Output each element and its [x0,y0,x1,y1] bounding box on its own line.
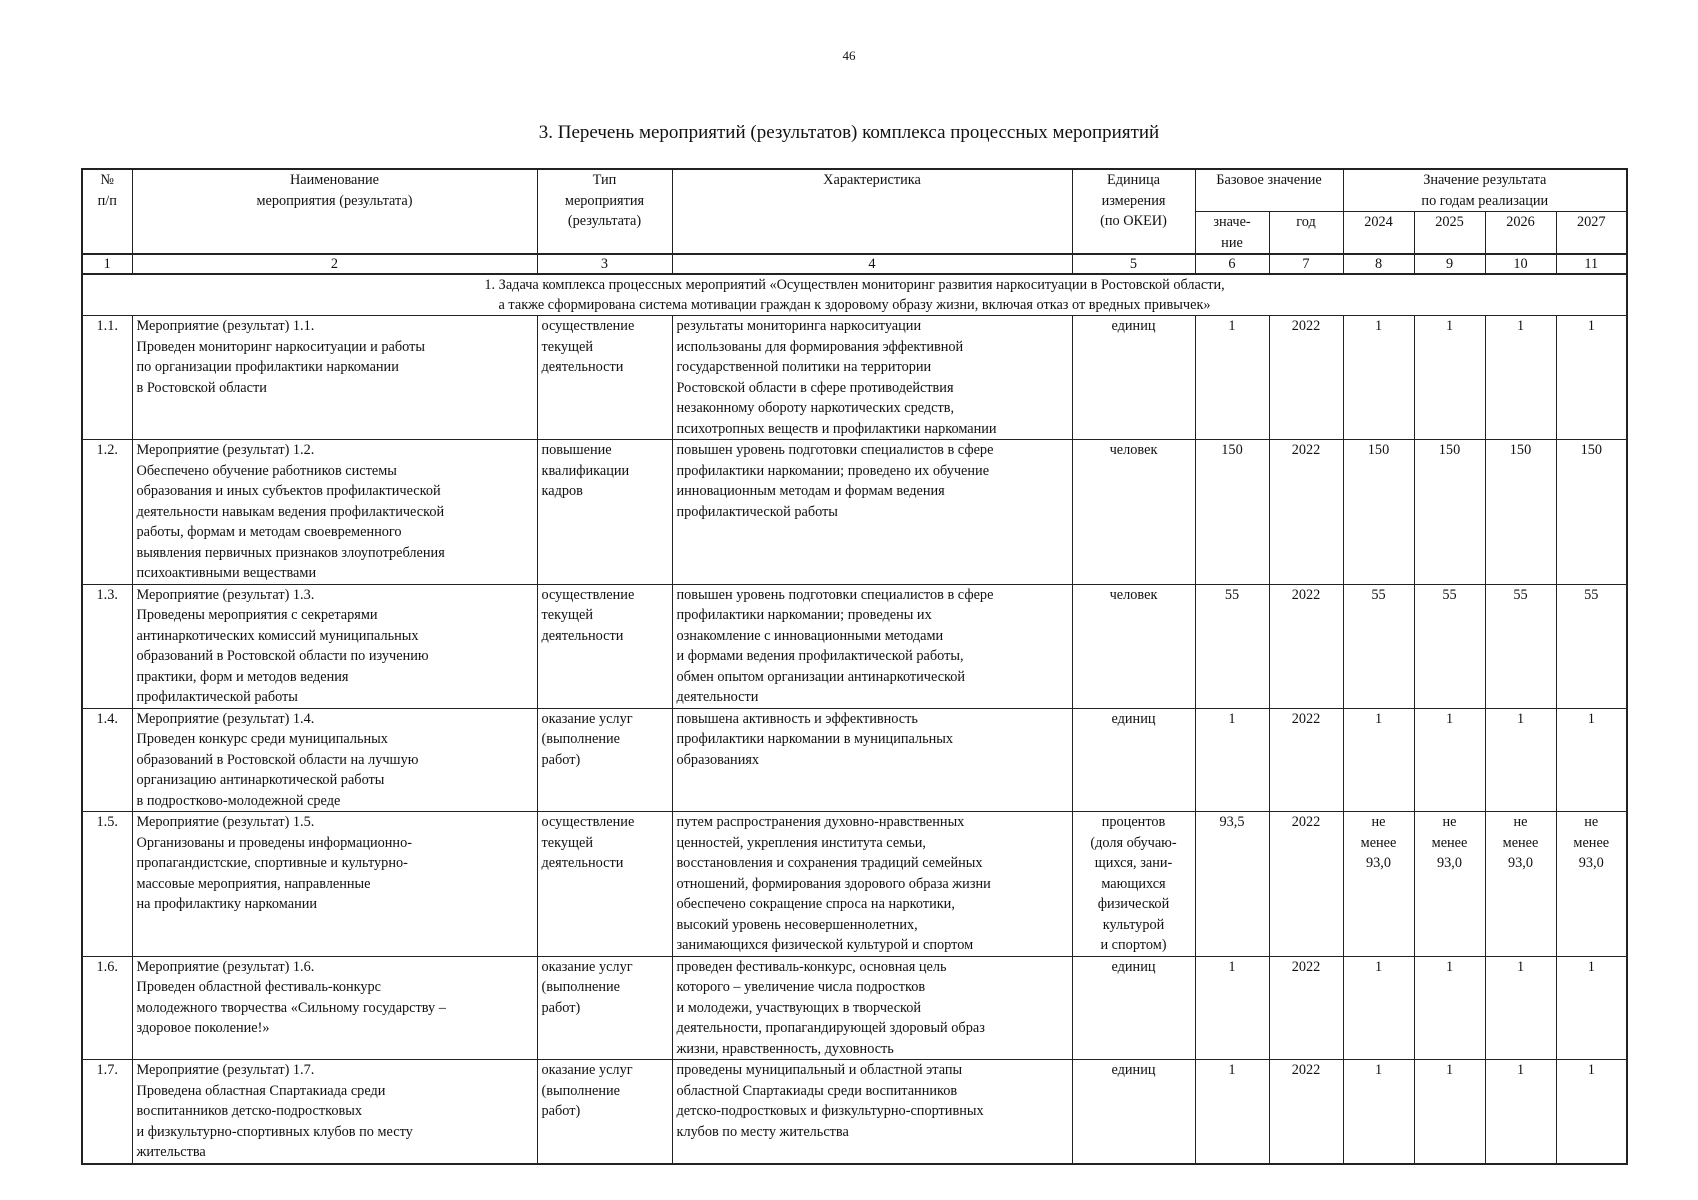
table-row [82,708,1627,812]
value-2026: не менее 93,0 [1485,812,1556,957]
header-year-2027: 2027 [1556,212,1627,255]
header-year-2026: 2026 [1485,212,1556,255]
base-value: 1 [1195,708,1269,812]
base-value: 93,5 [1195,812,1269,957]
unit-of-measure: единиц [1072,316,1195,440]
value-2025: 150 [1414,440,1485,585]
event-type: повышение квалификации кадров [537,440,672,585]
event-characteristic: проведены муниципальный и областной этапы областной Спартакиады среди воспитанников детско-подростковых и физкультурно-спортивных клубов по месту жительства [672,1060,1072,1164]
column-number-row [82,254,1627,274]
header-result-value: Значение результата по годам реализации [1343,169,1627,212]
table-row [82,440,1627,585]
value-2025: 1 [1414,956,1485,1060]
event-characteristic: результаты мониторинга наркоситуации использованы для формирования эффективной государственной политики на территории Ростовской области в сфере противодействия незаконному обороту наркотических средств, психотропных веществ и профилактики наркомании [672,316,1072,440]
base-value: 1 [1195,1060,1269,1164]
header-base-value-year: год [1269,212,1343,255]
table-header [82,169,1627,254]
event-name: Мероприятие (результат) 1.1. Проведен мониторинг наркоситуации и работы по организации профилактики наркомании в Ростовской области [132,316,537,440]
unit-of-measure: процентов (доля обучаю- щихся, зани- мающихся физической культурой и спортом) [1072,812,1195,957]
base-year: 2022 [1269,708,1343,812]
header-num: № п/п [82,169,132,254]
table-row [82,316,1627,440]
unit-of-measure: человек [1072,584,1195,708]
events-table [81,168,1628,1165]
value-2025: не менее 93,0 [1414,812,1485,957]
value-2027: 55 [1556,584,1627,708]
header-base-value: Базовое значение [1195,169,1343,212]
column-number: 3 [537,254,672,274]
base-value: 150 [1195,440,1269,585]
value-2025: 1 [1414,316,1485,440]
column-number: 8 [1343,254,1414,274]
value-2024: не менее 93,0 [1343,812,1414,957]
event-characteristic: повышена активность и эффективность профилактики наркомании в муниципальных образованиях [672,708,1072,812]
value-2026: 150 [1485,440,1556,585]
event-rows [82,316,1627,1164]
event-characteristic: повышен уровень подготовки специалистов в сфере профилактики наркомании; проведено их обучение инновационным методам и формам ведения профилактической работы [672,440,1072,585]
column-number: 7 [1269,254,1343,274]
value-2024: 1 [1343,956,1414,1060]
event-type: осуществление текущей деятельности [537,316,672,440]
value-2024: 55 [1343,584,1414,708]
value-2025: 1 [1414,1060,1485,1164]
unit-of-measure: единиц [1072,956,1195,1060]
table-row [82,584,1627,708]
value-2026: 1 [1485,708,1556,812]
column-number: 11 [1556,254,1627,274]
value-2027: 1 [1556,316,1627,440]
event-name: Мероприятие (результат) 1.6. Проведен областной фестиваль-конкурс молодежного творчества «Сильному государству – здоровое поколение!» [132,956,537,1060]
event-name: Мероприятие (результат) 1.4. Проведен конкурс среди муниципальных образований в Ростовской области на лучшую организацию антинаркотической работы в подростково-молодежной среде [132,708,537,812]
unit-of-measure: человек [1072,440,1195,585]
base-year: 2022 [1269,812,1343,957]
row-number: 1.4. [82,708,132,812]
base-year: 2022 [1269,440,1343,585]
column-number: 9 [1414,254,1485,274]
base-value: 55 [1195,584,1269,708]
event-name: Мероприятие (результат) 1.7. Проведена областная Спартакиада среди воспитанников детско-подростковых и физкультурно-спортивных клубов по месту жительства [132,1060,537,1164]
row-number: 1.3. [82,584,132,708]
header-year-2024: 2024 [1343,212,1414,255]
table-body [82,254,1627,316]
event-name: Мероприятие (результат) 1.2. Обеспечено обучение работников системы образования и иных субъектов профилактической деятельности навыкам ведения профилактической работы, формам и методам своевременного выявления первичных признаков злоупотребления психоактивными веществами [132,440,537,585]
column-number: 4 [672,254,1072,274]
value-2026: 1 [1485,316,1556,440]
header-type: Тип мероприятия (результата) [537,169,672,254]
header-characteristic: Характеристика [672,169,1072,254]
event-type: осуществление текущей деятельности [537,584,672,708]
unit-of-measure: единиц [1072,708,1195,812]
header-year-2025: 2025 [1414,212,1485,255]
column-number: 1 [82,254,132,274]
base-year: 2022 [1269,956,1343,1060]
event-name: Мероприятие (результат) 1.5. Организованы и проведены информационно- пропагандистские, спортивные и культурно- массовые мероприятия, направленные на профилактику наркомании [132,812,537,957]
header-unit: Единица измерения (по ОКЕИ) [1072,169,1195,254]
value-2024: 1 [1343,1060,1414,1164]
unit-of-measure: единиц [1072,1060,1195,1164]
row-number: 1.6. [82,956,132,1060]
column-number: 2 [132,254,537,274]
page-number: 46 [842,48,856,63]
row-number: 1.7. [82,1060,132,1164]
value-2027: 1 [1556,956,1627,1060]
event-type: оказание услуг (выполнение работ) [537,1060,672,1164]
column-number: 6 [1195,254,1269,274]
table-row [82,1060,1627,1164]
value-2024: 1 [1343,708,1414,812]
base-year: 2022 [1269,316,1343,440]
header-name: Наименование мероприятия (результата) [132,169,537,254]
value-2027: 150 [1556,440,1627,585]
event-type: оказание услуг (выполнение работ) [537,956,672,1060]
event-name: Мероприятие (результат) 1.3. Проведены мероприятия с секретарями антинаркотических комиссий муниципальных образований в Ростовской области по изучению практики, форм и методов ведения профилактической работы [132,584,537,708]
event-characteristic: проведен фестиваль-конкурс, основная цель которого – увеличение числа подростков и молодежи, участвующих в творческой деятельности, пропагандирующей здоровый образ жизни, нравственность, духовность [672,956,1072,1060]
row-number: 1.2. [82,440,132,585]
event-characteristic: повышен уровень подготовки специалистов в сфере профилактики наркомании; проведены их ознакомление с инновационными методами и формами ведения профилактической работы, обмен опытом организации антинаркотической деятельности [672,584,1072,708]
value-2025: 1 [1414,708,1485,812]
events-table-container [81,168,1626,1165]
base-value: 1 [1195,316,1269,440]
row-number: 1.1. [82,316,132,440]
event-type: осуществление текущей деятельности [537,812,672,957]
header-base-value-value: значе- ние [1195,212,1269,255]
value-2027: 1 [1556,708,1627,812]
value-2027: не менее 93,0 [1556,812,1627,957]
value-2027: 1 [1556,1060,1627,1164]
event-characteristic: путем распространения духовно-нравственных ценностей, укрепления института семьи, восстановления и сохранения традиций семейных отношений, формирования здорового образа жизни обеспечено сокращение спроса на наркотики, высокий уровень несовершеннолетних, занимающихся физической культурой и спортом [672,812,1072,957]
base-value: 1 [1195,956,1269,1060]
base-year: 2022 [1269,584,1343,708]
column-number: 10 [1485,254,1556,274]
table-row [82,812,1627,957]
base-year: 2022 [1269,1060,1343,1164]
task-heading: 1. Задача комплекса процессных мероприятий «Осуществлен мониторинг развития наркоситуации в Ростовской области, а также сформирована система мотивации граждан к здоровому образу жизни, включая отказ от вредных привычек» [82,274,1627,316]
value-2026: 55 [1485,584,1556,708]
event-type: оказание услуг (выполнение работ) [537,708,672,812]
column-number: 5 [1072,254,1195,274]
value-2026: 1 [1485,956,1556,1060]
value-2026: 1 [1485,1060,1556,1164]
value-2025: 55 [1414,584,1485,708]
row-number: 1.5. [82,812,132,957]
task-row [82,274,1627,316]
value-2024: 150 [1343,440,1414,585]
value-2024: 1 [1343,316,1414,440]
page-title: 3. Перечень мероприятий (результатов) комплекса процессных мероприятий [538,122,1160,143]
table-row [82,956,1627,1060]
